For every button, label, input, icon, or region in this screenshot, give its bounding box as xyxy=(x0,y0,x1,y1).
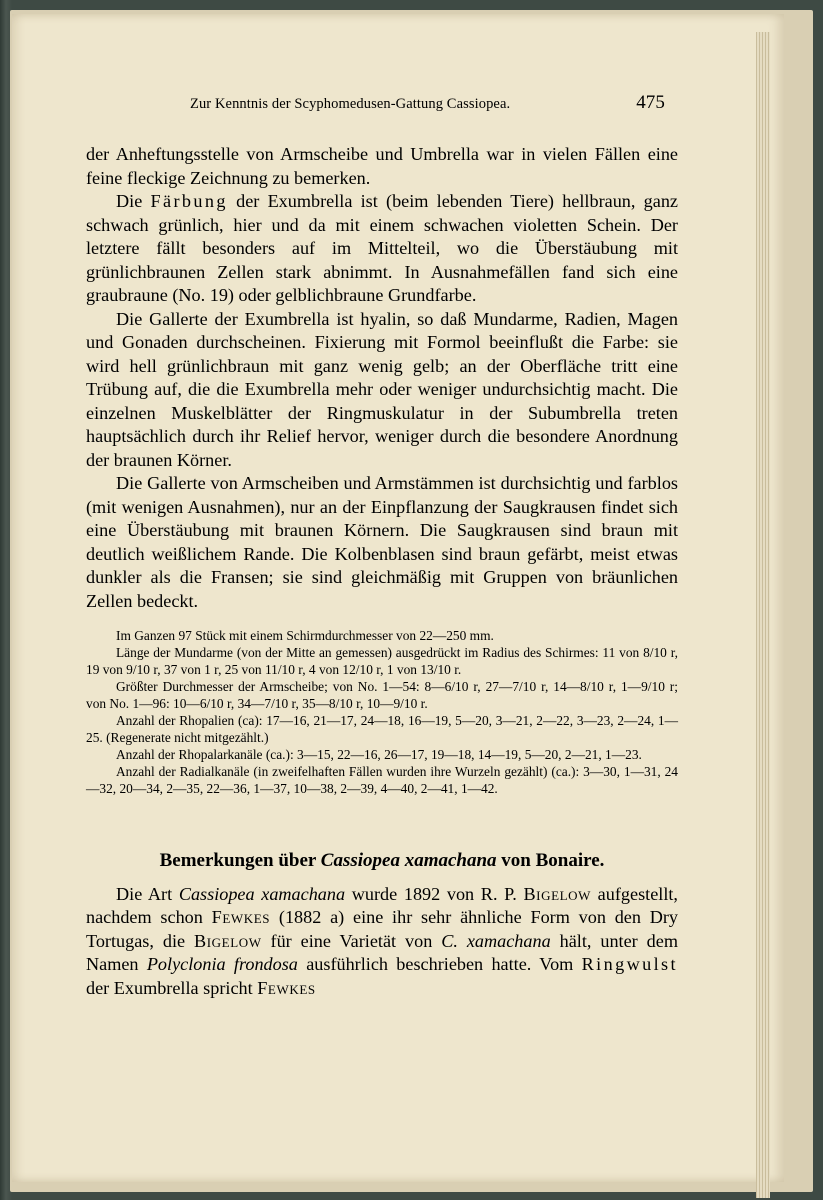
p2-spaced-term: Färbung xyxy=(150,191,228,211)
heading-species: Cassiopea xamachana xyxy=(320,850,497,871)
p2-lead: Die xyxy=(116,191,151,211)
paragraph-5 xyxy=(86,883,678,1001)
p5-author: Bigelow xyxy=(523,883,592,904)
paragraph-1: der Anheftungsstelle von Armscheibe und Umbrella war in vielen Fällen eine feine fleckige Zeichnung zu bemerken. xyxy=(86,144,678,188)
p5-author: Fewkes xyxy=(257,977,316,998)
paragraph-3: Die Gallerte der Exumbrella ist hyalin, so daß Mundarme, Radien, Magen und Gonaden durchscheinen. Fixierung mit Formol beeinflußt die Farbe: sie wird hell grünlichbraun mit ganz wenig gelb; an der Oberfläche tritt eine Trübung auf, die die Exumbrella mehr oder weniger undurchsichtig macht. Die einzelnen Muskelblätter der Ringmuskulatur in der Subumbrella treten hauptsächlich durch ihr Relief hervor, weniger durch die besondere Anordnung der braunen Körner. xyxy=(86,308,678,470)
note-radialkanaele: Anzahl der Radialkanäle (in zweifelhaften Fällen wurden ihre Wurzeln gezählt) (ca.): 3—30, 1—31, 24—32, 20—34, 2—35, 22—36, 1—37, 10—38, 2—39, 4—40, 2—41, 1—42. xyxy=(86,764,678,796)
measurement-notes xyxy=(86,627,678,797)
p5-author: Fewkes xyxy=(211,907,271,927)
p5-text: für eine Varietät von xyxy=(261,930,442,951)
note-rhopalien: Anzahl der Rhopalien (ca): 17—16, 21—17, 24—18, 16—19, 5—20, 3—21, 2—22, 3—23, 2—24, 1—25. (Regenerate nicht mitgezählt.) xyxy=(86,713,678,745)
p5-text: (1882 a) eine ihr sehr ähnliche Form von den Dry Tortugas, die xyxy=(86,907,679,951)
p5-text: ausführlich beschrieben hatte. Vom xyxy=(297,954,582,974)
running-head xyxy=(190,92,665,116)
section-heading xyxy=(86,849,678,873)
main-text xyxy=(86,143,678,1000)
note-armscheibe: Größter Durchmesser der Armscheibe; von No. 1—54: 8—6/10 r, 27—7/10 r, 14—8/10 r, 1—9/10 r; von No. 1—96: 10—6/10 r, 34—7/10 r, 35—8/10 r, 10—9/10 r. xyxy=(86,679,678,711)
p5-text: der Exumbrella spricht xyxy=(86,977,258,998)
page-edges xyxy=(756,32,770,1198)
note-count: Im Ganzen 97 Stück mit einem Schirmdurchmesser von 22—250 mm. xyxy=(116,628,494,643)
note-mundarme: Länge der Mundarme (von der Mitte an gemessen) ausgedrückt im Radius des Schirmes: 11 von 8/10 r, 19 von 9/10 r, 37 von 1 r, 25 von 11/10 r, 4 von 12/10 r, 1 von 13/10 r. xyxy=(86,645,678,677)
p5-text: Die Art xyxy=(116,883,179,904)
paragraph-4: Die Gallerte von Armscheiben und Armstämmen ist durchsichtig und farblos (mit wenigen Ausnahmen), nur an der Einpflanzung der Saugkrausen findet sich eine Überstäubung mit braunen Körnern. Die Saugkrausen sind braun mit deutlich weißlichem Rande. Die Kolbenblasen sind braun gefärbt, meist etwas dunkler als die Fransen; sie sind gleichmäßig mit Gruppen von bräunlichen Zellen bedeckt. xyxy=(86,473,678,611)
paragraph-2 xyxy=(86,190,678,308)
p5-text: aufgestellt, nachdem schon xyxy=(86,883,678,927)
p5-text: hält, unter dem Namen xyxy=(86,930,678,974)
note-rhopalarkanaele: Anzahl der Rhopalarkanäle (ca.): 3—15, 22—16, 26—17, 19—18, 14—19, 5—20, 2—21, 1—23. xyxy=(116,747,642,762)
p5-text: wurde 1892 von R. P. xyxy=(345,883,524,904)
p2-rest: der Exumbrella ist (beim lebenden Tiere) hellbraun, ganz schwach grünlich, hier und da mit einem schwachen violetten Schein. Der letztere fällt besonders auf im Mittelteil, wo die Überstäubung mit grünlichbraunen Zellen stark abnimmt. In Ausnahmefällen fand sich eine graubraune (No. 19) oder gelblichbraune Grundfarbe. xyxy=(86,191,678,305)
p5-species: Polyclonia frondosa xyxy=(146,954,298,974)
p5-spaced-term: Ringwulst xyxy=(581,954,678,974)
page-number: 475 xyxy=(636,92,665,113)
p5-author: Bigelow xyxy=(194,930,262,951)
heading-after: von Bonaire. xyxy=(496,850,605,871)
p5-species: Cassiopea xamachana xyxy=(178,883,346,904)
running-title: Zur Kenntnis der Scyphomedusen-Gattung Cassiopea. xyxy=(190,96,511,112)
p5-species: C. xamachana xyxy=(441,930,551,951)
heading-before: Bemerkungen über xyxy=(159,850,321,871)
